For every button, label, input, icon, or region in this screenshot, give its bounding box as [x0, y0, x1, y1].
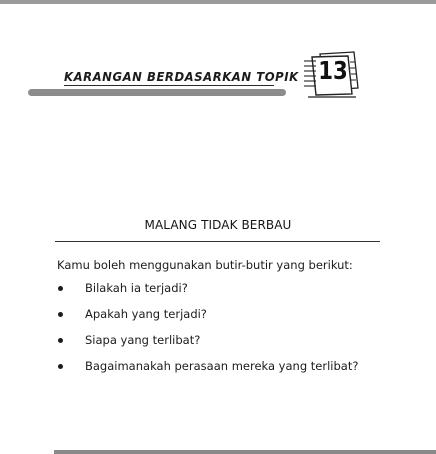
list-item-text: Siapa yang terlibat? — [85, 333, 201, 347]
section-title-rule — [55, 241, 380, 242]
intro-text: Kamu boleh menggunakan butir-butir yang berikut: — [57, 258, 353, 272]
list-item-text: Bagaimanakah perasaan mereka yang terlibat? — [85, 359, 359, 373]
header-title: KARANGAN BERDASARKAN TOPIK — [64, 69, 299, 84]
bottom-rule — [54, 450, 436, 454]
bullet-icon — [58, 312, 63, 317]
section-title: MALANG TIDAK BERBAU — [144, 218, 292, 232]
bullet-icon — [58, 338, 63, 343]
list-item-text: Bilakah ia terjadi? — [85, 281, 188, 295]
bullet-icon — [58, 364, 63, 369]
bullet-icon — [58, 286, 63, 291]
list-item-text: Apakah yang terjadi? — [85, 307, 207, 321]
topic-number: 13 — [318, 56, 348, 85]
